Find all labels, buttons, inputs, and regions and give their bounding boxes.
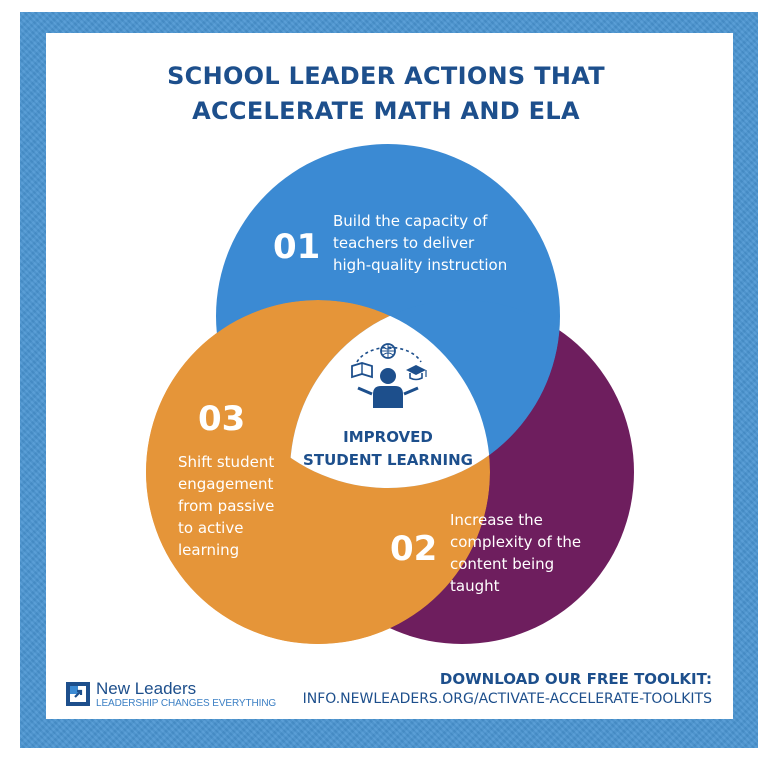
action-02-line-4: taught <box>450 577 500 595</box>
action-03-line-4: to active <box>178 519 244 537</box>
center-label-line-2: STUDENT LEARNING <box>303 451 473 469</box>
logo-name: New Leaders <box>96 679 197 698</box>
action-03-number: 03 <box>198 399 246 439</box>
action-02-line-3: content being <box>450 555 555 573</box>
title-line-2: ACCELERATE MATH AND ELA <box>192 97 580 125</box>
action-03-line-3: from passive <box>178 497 275 515</box>
new-leaders-logo[interactable] <box>66 680 276 712</box>
action-01-line-3: high-quality instruction <box>333 256 508 274</box>
download-heading: DOWNLOAD OUR FREE TOOLKIT: <box>439 670 712 688</box>
action-03-line-5: learning <box>178 541 240 559</box>
action-03-line-2: engagement <box>178 475 274 493</box>
action-01-line-2: teachers to deliver <box>333 234 475 252</box>
title-line-1: SCHOOL LEADER ACTIONS THAT <box>167 62 605 90</box>
action-02-line-1: Increase the <box>450 511 543 529</box>
action-01-number: 01 <box>273 227 321 267</box>
action-01-line-1: Build the capacity of <box>333 212 488 230</box>
new-leaders-logo-icon <box>66 682 90 706</box>
download-url-link[interactable]: INFO.NEWLEADERS.ORG/ACTIVATE-ACCELERATE-TOOLKITS <box>302 691 712 707</box>
action-03-line-1: Shift student <box>178 453 275 471</box>
action-02-line-2: complexity of the <box>450 533 582 551</box>
center-label-line-1: IMPROVED <box>343 428 433 446</box>
action-02-number: 02 <box>390 529 438 569</box>
logo-tagline: LEADERSHIP CHANGES EVERYTHING <box>96 698 277 709</box>
download-block <box>303 670 712 707</box>
